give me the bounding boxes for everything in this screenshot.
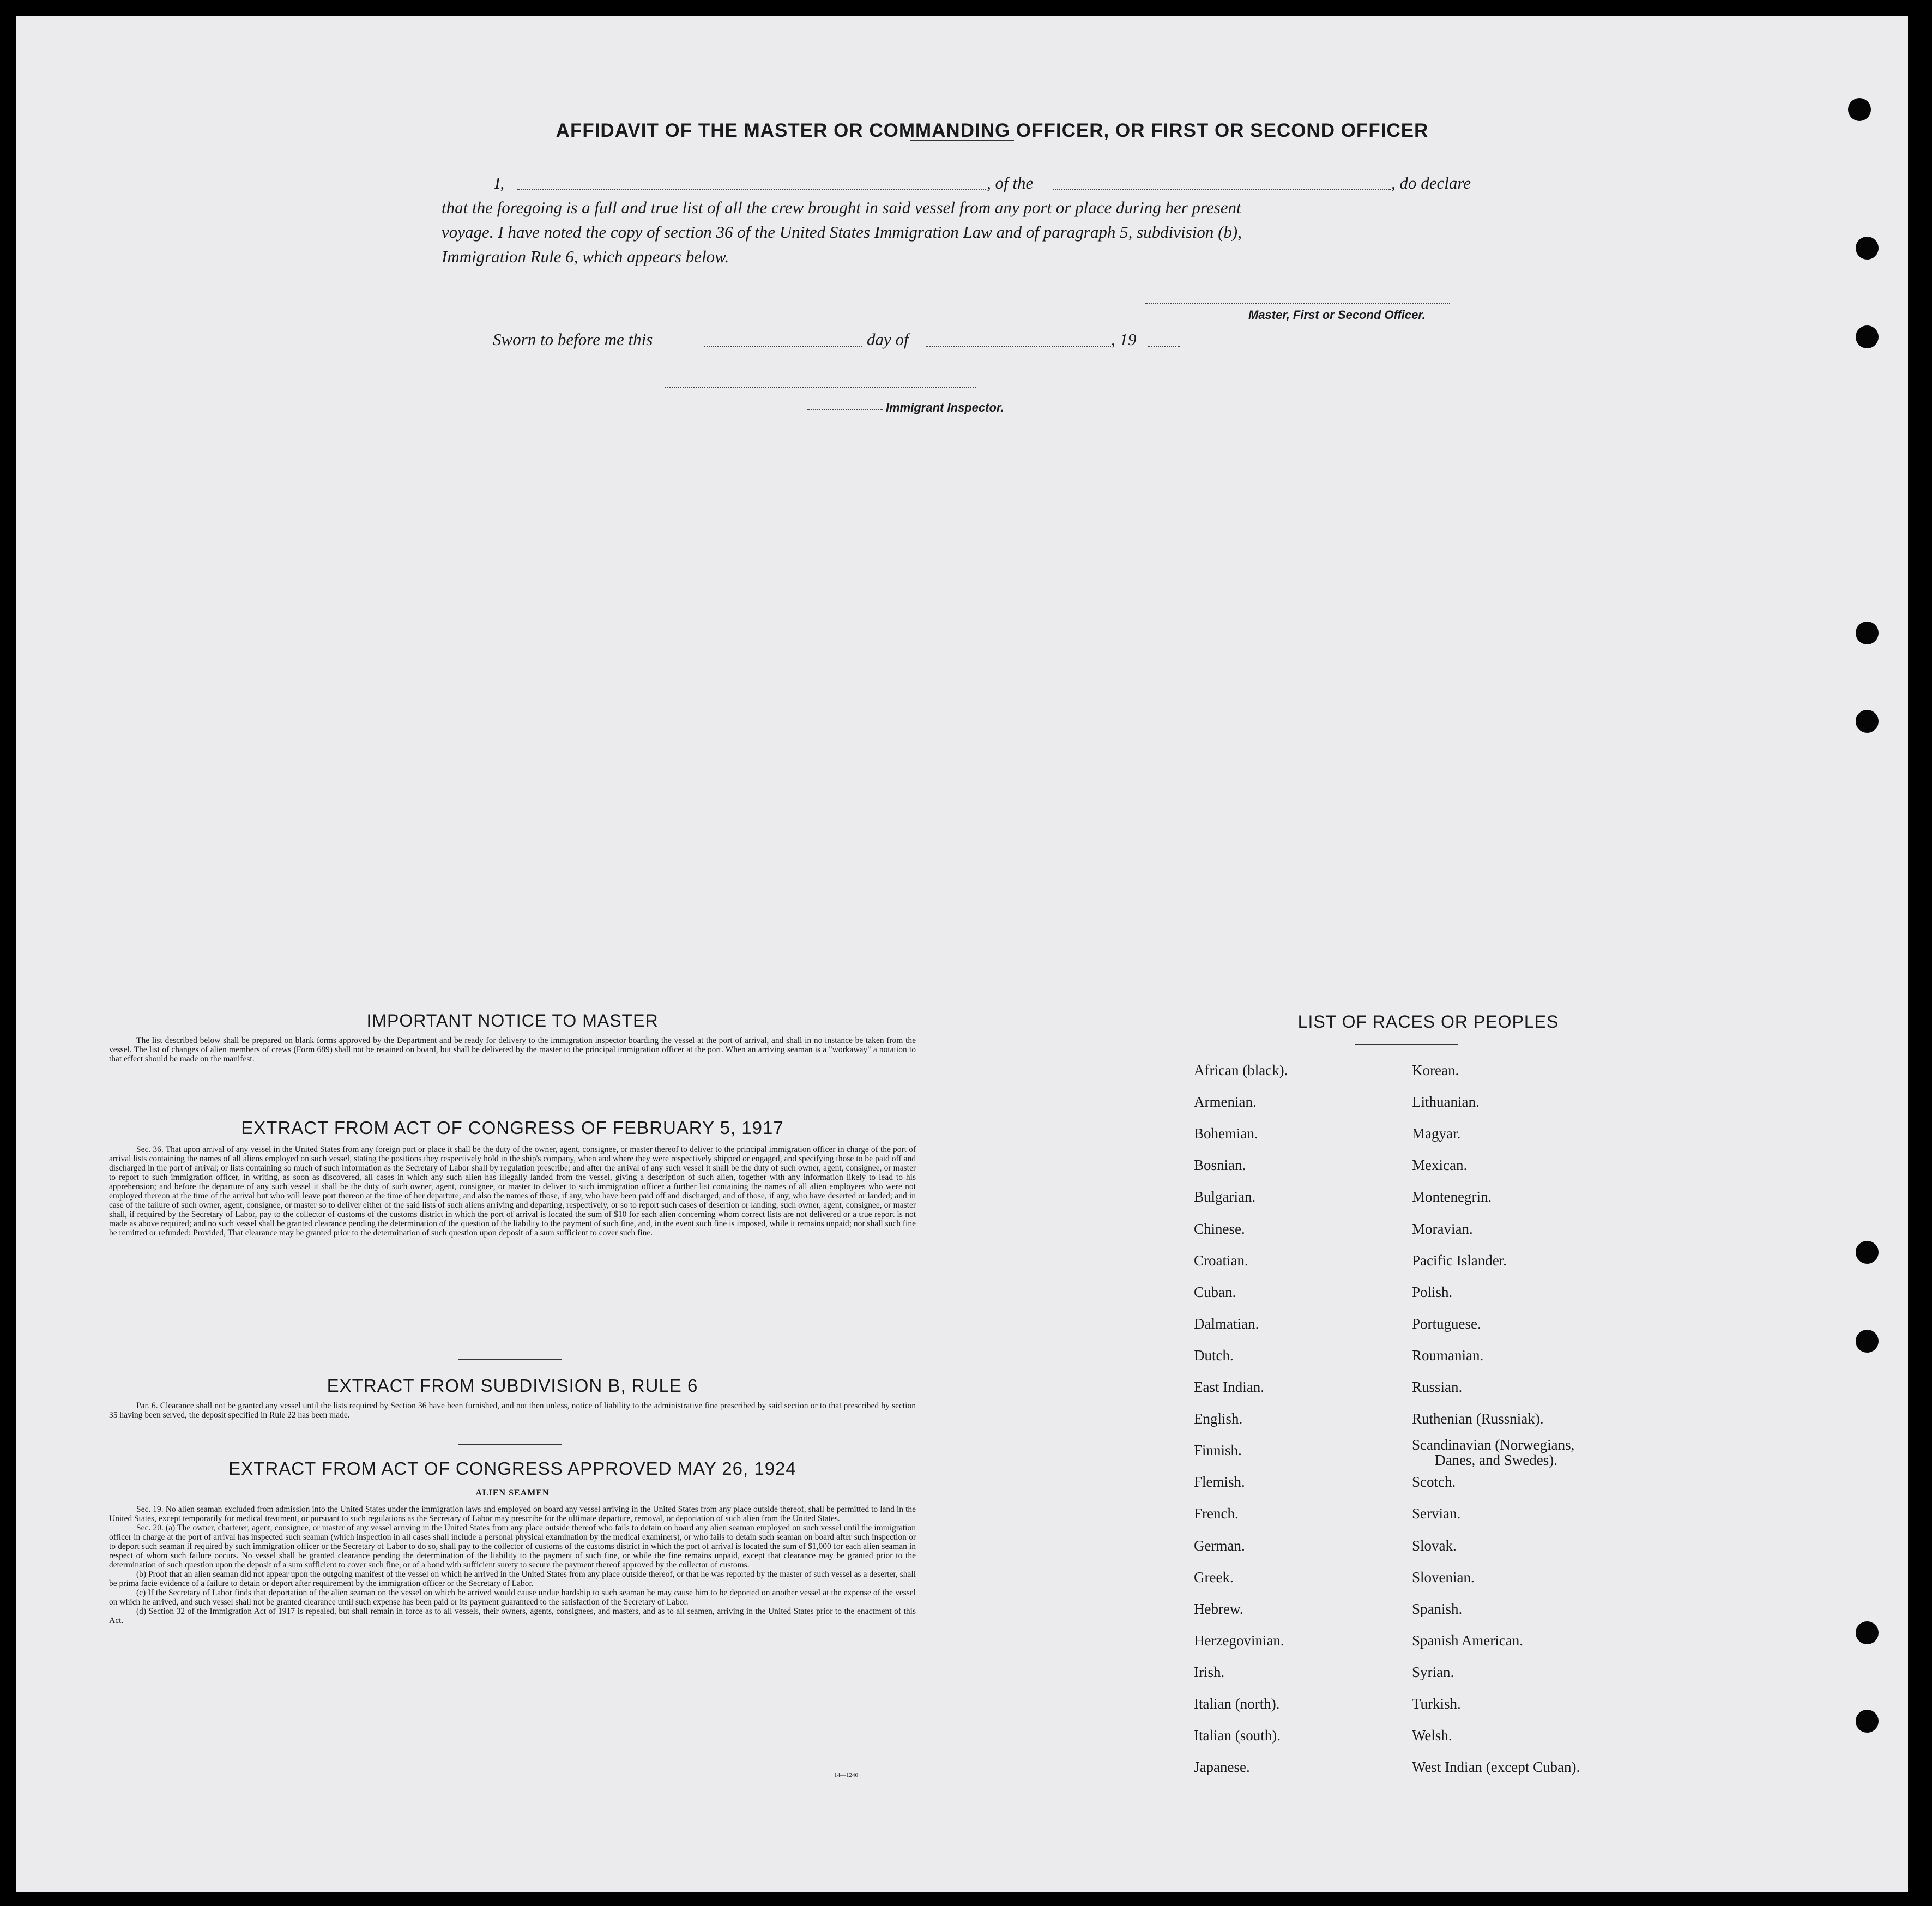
race-right-16: Slovenian.: [1412, 1569, 1475, 1585]
race-left-10: East Indian.: [1194, 1379, 1264, 1395]
race-right-22: West Indian (except Cuban).: [1412, 1759, 1580, 1776]
races-title-rule: [1355, 1044, 1458, 1045]
race-right-8: Portuguese.: [1412, 1315, 1481, 1332]
sworn-day-field[interactable]: [704, 346, 862, 347]
race-right-4: Montenegrin.: [1412, 1189, 1492, 1205]
affidavit-title-rule: [910, 140, 1014, 141]
document-page: [16, 16, 1908, 1892]
extract-1924-title: EXTRACT FROM ACT OF CONGRESS APPROVED MAY 26, 1924: [228, 1458, 796, 1479]
divider-1: [458, 1359, 562, 1360]
affidavit-declare: , do declare: [1391, 173, 1471, 192]
race-right-13: Scotch.: [1412, 1474, 1456, 1491]
race-right-19: Syrian.: [1412, 1663, 1454, 1680]
race-left-9: Dutch.: [1194, 1347, 1234, 1364]
race-left-11: English.: [1194, 1410, 1243, 1427]
extract-1917-title: EXTRACT FROM ACT OF CONGRESS OF FEBRUARY 5, 1917: [241, 1118, 784, 1138]
binder-hole-1: [1848, 98, 1871, 121]
race-left-15: German.: [1194, 1537, 1245, 1554]
affidavit-line-4: Immigration Rule 6, which appears below.: [442, 247, 729, 266]
race-left-5: Chinese.: [1194, 1220, 1245, 1237]
race-right-7: Polish.: [1412, 1283, 1453, 1300]
affidavit-of-the: , of the: [987, 173, 1034, 192]
race-left-14: French.: [1194, 1505, 1239, 1522]
extract-rule6-title: EXTRACT FROM SUBDIVISION B, RULE 6: [327, 1376, 698, 1396]
binder-hole-8: [1856, 1621, 1879, 1644]
divider-2: [458, 1444, 562, 1445]
race-right-20: Turkish.: [1412, 1696, 1461, 1712]
race-left-3: Bosnian.: [1194, 1157, 1246, 1174]
sworn-text: Sworn to before me this: [493, 330, 653, 349]
race-right-12: Scandinavian (Norwegians,: [1412, 1437, 1575, 1453]
day-of-text: day of: [867, 330, 909, 349]
race-left-17: Hebrew.: [1194, 1600, 1243, 1617]
notice-body: [109, 1036, 916, 1064]
race-left-12: Finnish.: [1194, 1442, 1242, 1459]
race-right-0: Korean.: [1412, 1062, 1459, 1078]
affidavit-line-2: that the foregoing is a full and true list of all the crew brought in said vessel from any port or place during her present: [442, 198, 1241, 217]
race-left-18: Herzegovinian.: [1194, 1632, 1284, 1649]
race-left-22: Japanese.: [1194, 1759, 1250, 1776]
race-right-5: Moravian.: [1412, 1220, 1473, 1237]
race-right-21: Welsh.: [1412, 1727, 1452, 1744]
race-left-6: Croatian.: [1194, 1252, 1248, 1269]
race-left-21: Italian (south).: [1194, 1727, 1281, 1744]
affidavit-i: I,: [494, 173, 505, 192]
race-right-1: Lithuanian.: [1412, 1094, 1480, 1111]
race-right-15: Slovak.: [1412, 1537, 1457, 1554]
binder-hole-2: [1856, 237, 1879, 260]
extract-rule6-text: Par. 6. Clearance shall not be granted any vessel until the lists required by Section 36 have been furnished, and not then unless, notice of liability to the administrative fine prescribed by said section or to that prescribed by section 35 having been served, the deposit specified in Rule 22 has been made.: [109, 1401, 916, 1420]
binder-hole-5: [1856, 710, 1879, 733]
extract-rule6-body: [109, 1401, 916, 1420]
binder-hole-6: [1856, 1241, 1879, 1264]
form-number: 14—1240: [834, 1772, 858, 1778]
inspector-label: Immigrant Inspector.: [886, 401, 1004, 414]
year-text: , 19: [1111, 330, 1137, 349]
extract-1924-body: [109, 1505, 916, 1625]
inspector-label-leader: [807, 409, 883, 410]
race-right-18: Spanish American.: [1412, 1632, 1523, 1649]
extract-1924-para-3: (b) Proof that an alien seaman did not appear upon the outgoing manifest of the vessel on which he arrived in the United States from any place outside thereof, or that he was reported by the master of such vessel as a deserter, shall be prima facie evidence of a failure to detain or deport after requirement by the immigration officer or the Secretary of Labor.: [109, 1570, 916, 1588]
sworn-month-field[interactable]: [926, 346, 1111, 347]
extract-1924-para-5: (d) Section 32 of the Immigration Act of 1917 is repealed, but shall remain in force as to all vessels, their owners, agents, consignees, and masters, and as to all seamen, arriving in the United States prior to the enactment of this Act.: [109, 1607, 916, 1625]
declarant-name-field[interactable]: [517, 189, 986, 190]
binder-hole-9: [1856, 1710, 1879, 1733]
extract-1917-body: [109, 1145, 916, 1238]
affidavit-title: AFFIDAVIT OF THE MASTER OR COMMANDING OFFICER, OR FIRST OR SECOND OFFICER: [556, 120, 1429, 141]
race-right-17: Spanish.: [1412, 1600, 1463, 1617]
extract-1924-para-1: Sec. 19. No alien seaman excluded from admission into the United States under the immigration laws and employed on board any vessel arriving in the United States from any place outside thereof, shall be permitted to land in the United States, except temporarily for medical treatment, or pursuant to such regulations as the Secretary of Labor may prescribe for the ultimate departure, removal, or deportation of such alien from the United States.: [109, 1505, 916, 1523]
race-left-8: Dalmatian.: [1194, 1315, 1259, 1332]
notice-text: The list described below shall be prepared on blank forms approved by the Department and be ready for delivery to the immigration inspector boarding the vessel at the port of arrival, and shall in no instance be taken from the vessel. The list of changes of alien members of crews (Form 689) shall not be retained on board, but shall be delivered by the master to the principal immigration officer at the port. When an arriving seaman is a "workaway" a notation to that effect should be made on the manifest.: [109, 1036, 916, 1064]
extract-1924-subtitle: ALIEN SEAMEN: [475, 1488, 550, 1498]
race-right-9: Roumanian.: [1412, 1347, 1484, 1364]
vessel-name-field[interactable]: [1053, 189, 1391, 190]
sworn-year-field[interactable]: [1148, 346, 1180, 347]
race-left-1: Armenian.: [1194, 1094, 1257, 1111]
race-right-3: Mexican.: [1412, 1157, 1468, 1174]
extract-1917-text: Sec. 36. That upon arrival of any vessel in the United States from any foreign port or place it shall be the duty of the owner, agent, consignee, or master thereof to deliver to the principal immigration officer in charge of the port of arrival lists containing the names of all aliens employed on such vessel, stating the positions they respectively hold in the ship's company, when and where they were respectively shipped or engaged, and specifying those to be paid off and discharged in the port of arrival; or lists containing so much of such information as the Secretary of Labor shall by regulation prescribe; and after the arrival of any such vessel it shall be the duty of such owner, agent, consignee, or master to report to such immigration officer, in writing, as soon as discovered, all cases in which any such alien has illegally landed from the vessel, giving a description of such alien, together with any information likely to lead to his apprehension; and before the departure of any such vessel it shall be the duty of such owner, agent, consignee, or master to deliver to such immigration officer a further list containing the names of all alien employees who were not employed thereon at the time of the arrival but who will leave port thereon at the time of her departure, and also the names of those, if any, who have been paid off and discharged, and of those, if any, who have deserted or landed; and in case of the failure of such owner, agent, consignee, or master so to deliver either of the said lists of such aliens arriving and departing, respectively, or so to report such cases of desertion or landing, such owner, agent, consignee, or master shall, if required by the Secretary of Labor, pay to the collector of customs of the customs district in which the port of arrival is located the sum of $10 for each alien concerning whom correct lists are not delivered or a true report is not made as above required; and no such vessel shall be granted clearance pending the determination of the question of the liability to the payment of such fine, and, in the event such fine is imposed, while it remains unpaid; nor shall such fine be remitted or refunded: Provided, That clearance may be granted prior to the determination of such question upon deposit of a sum sufficient to cover such fine.: [109, 1145, 916, 1238]
notice-title: IMPORTANT NOTICE TO MASTER: [366, 1011, 659, 1030]
race-left-16: Greek.: [1194, 1569, 1234, 1585]
race-right-continuation: Danes, and Swedes).: [1435, 1452, 1557, 1469]
race-left-13: Flemish.: [1194, 1474, 1245, 1491]
race-right-2: Magyar.: [1412, 1125, 1461, 1142]
race-left-19: Irish.: [1194, 1663, 1225, 1680]
race-right-11: Ruthenian (Russniak).: [1412, 1410, 1544, 1427]
extract-1924-para-2: Sec. 20. (a) The owner, charterer, agent, consignee, or master of any vessel arriving in the United States from any place outside thereof who fails to detain on board any alien seaman employed on such vessel until the immigration officer in charge at the port of arrival has inspected such seaman (which inspection in all cases shall include a personal physical examination by the medical examiners), or who fails to detain such seaman on board after such inspection or to deport such seaman if required by such immigration officer or the Secretary of Labor to do so, shall pay to the collector of customs of the customs district in which the port of arrival is located the sum of $1,000 for each alien seaman in respect of whom such failure occurs. No vessel shall be granted clearance pending the determination of the liability to the payment of such fine, or while the fine remains unpaid, except that clearance may be granted prior to the determination of such question upon the deposit of a sum sufficient to cover such fine, or of a bond with sufficient surety to secure the payment thereof approved by the collector of customs.: [109, 1523, 916, 1570]
master-signature-line[interactable]: [1145, 303, 1450, 304]
race-left-2: Bohemian.: [1194, 1125, 1258, 1142]
affidavit-line-3: voyage. I have noted the copy of section 36 of the United States Immigration Law and of paragraph 5, subdivision (b),: [442, 222, 1242, 242]
race-left-7: Cuban.: [1194, 1283, 1236, 1300]
race-right-10: Russian.: [1412, 1379, 1463, 1395]
extract-1924-para-4: (c) If the Secretary of Labor finds that deportation of the alien seaman on the vessel on which he arrived would cause undue hardship to such seaman he may cause him to be deported on another vessel at the expense of the vessel on which he arrived, and such vessel shall not be granted clearance until such expense has been paid or its payment guaranteed to the satisfaction of the Secretary of Labor.: [109, 1588, 916, 1607]
master-signature-label: Master, First or Second Officer.: [1248, 308, 1426, 322]
binder-hole-4: [1856, 622, 1879, 644]
binder-hole-3: [1856, 325, 1879, 348]
race-left-20: Italian (north).: [1194, 1696, 1280, 1712]
inspector-signature-line[interactable]: [665, 387, 976, 388]
race-left-4: Bulgarian.: [1194, 1189, 1256, 1205]
race-right-6: Pacific Islander.: [1412, 1252, 1507, 1269]
races-title: LIST OF RACES OR PEOPLES: [1297, 1012, 1559, 1032]
race-right-14: Servian.: [1412, 1505, 1461, 1522]
race-left-0: African (black).: [1194, 1062, 1288, 1078]
binder-hole-7: [1856, 1330, 1879, 1353]
